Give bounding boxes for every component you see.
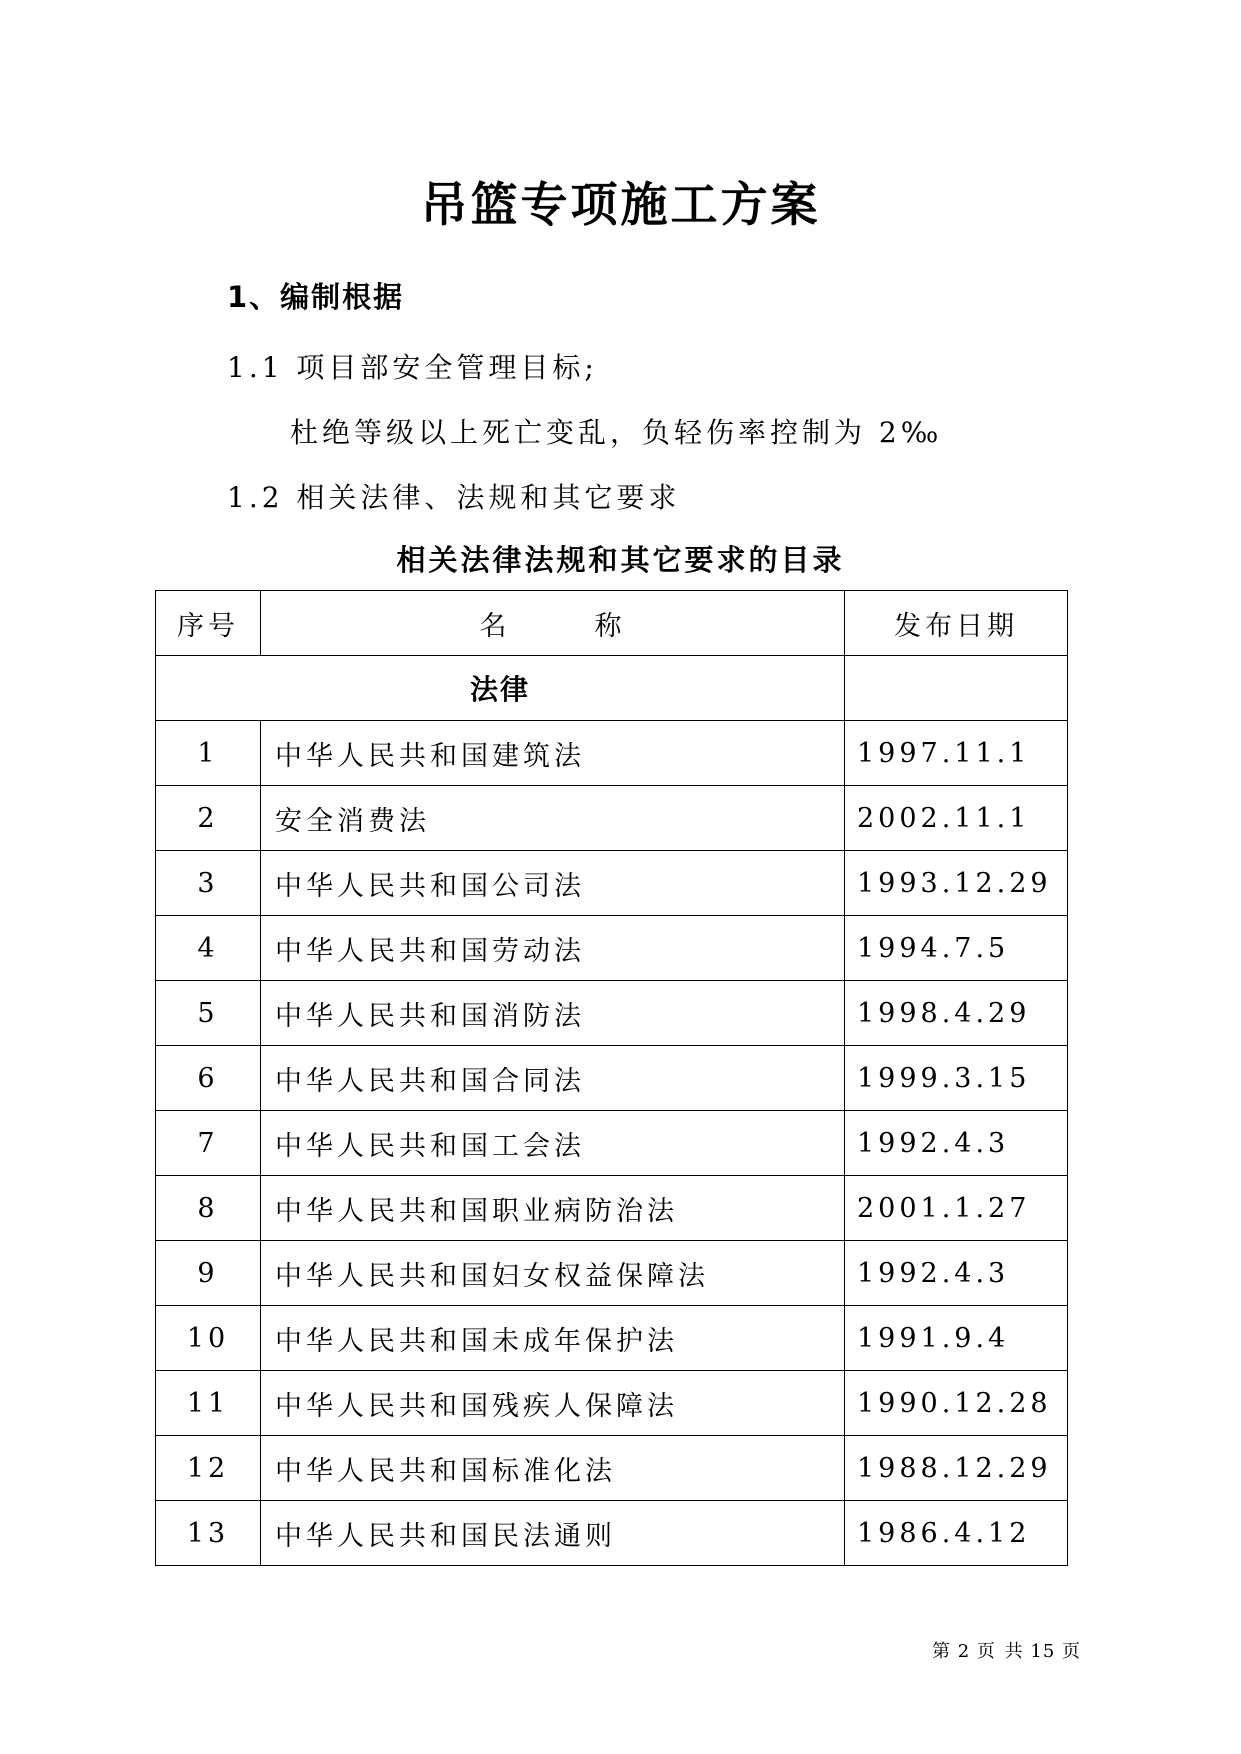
row-name: 安全消费法 (261, 786, 845, 851)
row-no: 8 (156, 1176, 261, 1241)
table-title: 相关法律法规和其它要求的目录 (396, 543, 845, 577)
row-date: 1998.4.29 (845, 981, 1068, 1046)
row-date: 1992.4.3 (845, 1241, 1068, 1306)
table-row (156, 916, 1068, 981)
row-name: 中华人民共和国劳动法 (261, 916, 845, 981)
row-name: 中华人民共和国工会法 (261, 1111, 845, 1176)
row-date: 1997.11.1 (845, 721, 1068, 786)
table-row (156, 1306, 1068, 1371)
table-row (156, 1371, 1068, 1436)
row-no: 7 (156, 1111, 261, 1176)
row-date: 1990.12.28 (845, 1371, 1068, 1436)
table-row (156, 981, 1068, 1046)
row-date: 1992.4.3 (845, 1111, 1068, 1176)
item-1-1: 1.1 项目部安全管理目标; (227, 351, 598, 384)
row-date: 2002.11.1 (845, 786, 1068, 851)
row-name: 中华人民共和国消防法 (261, 981, 845, 1046)
row-no: 9 (156, 1241, 261, 1306)
row-no: 5 (156, 981, 261, 1046)
page-number: 第 2 页 (932, 1641, 996, 1662)
section-heading: 1、编制根据 (227, 280, 405, 314)
row-name: 中华人民共和国职业病防治法 (261, 1176, 845, 1241)
table-header-row (156, 591, 1068, 656)
row-no: 10 (156, 1306, 261, 1371)
row-name: 中华人民共和国民法通则 (261, 1501, 845, 1566)
table-row (156, 1241, 1068, 1306)
category-label: 法律 (156, 656, 845, 721)
row-date: 1991.9.4 (845, 1306, 1068, 1371)
row-name: 中华人民共和国未成年保护法 (261, 1306, 845, 1371)
header-no: 序号 (156, 591, 261, 656)
row-name: 中华人民共和国残疾人保障法 (261, 1371, 845, 1436)
safety-target-text: 杜绝等级以上死亡变乱，负轻伤率控制为 2‰ (290, 416, 943, 449)
header-name-part1: 名 (479, 610, 511, 642)
table-row (156, 1046, 1068, 1111)
laws-table-body (156, 656, 1068, 1566)
row-name: 中华人民共和国建筑法 (261, 721, 845, 786)
category-row (156, 656, 1068, 721)
row-date: 2001.1.27 (845, 1176, 1068, 1241)
laws-table (155, 590, 1068, 1566)
row-date: 1994.7.5 (845, 916, 1068, 981)
row-name: 中华人民共和国妇女权益保障法 (261, 1241, 845, 1306)
row-no: 4 (156, 916, 261, 981)
category-empty-cell (845, 656, 1068, 721)
row-name: 中华人民共和国合同法 (261, 1046, 845, 1111)
row-no: 6 (156, 1046, 261, 1111)
header-name-part2: 称 (594, 610, 626, 642)
row-name: 中华人民共和国标准化法 (261, 1436, 845, 1501)
table-row (156, 1111, 1068, 1176)
row-date: 1993.12.29 (845, 851, 1068, 916)
item-1-2: 1.2 相关法律、法规和其它要求 (227, 481, 681, 514)
table-row (156, 1436, 1068, 1501)
row-no: 2 (156, 786, 261, 851)
row-date: 1988.12.29 (845, 1436, 1068, 1501)
row-no: 12 (156, 1436, 261, 1501)
row-date: 1999.3.15 (845, 1046, 1068, 1111)
table-row (156, 851, 1068, 916)
table-row (156, 1501, 1068, 1566)
row-name: 中华人民共和国公司法 (261, 851, 845, 916)
row-no: 3 (156, 851, 261, 916)
page-total: 共 15 页 (1004, 1641, 1081, 1662)
row-no: 13 (156, 1501, 261, 1566)
page-footer (932, 1637, 1083, 1663)
page-title: 吊篮专项施工方案 (420, 178, 821, 233)
header-name (261, 591, 845, 656)
row-date: 1986.4.12 (845, 1501, 1068, 1566)
table-row (156, 1176, 1068, 1241)
header-date: 发布日期 (845, 591, 1068, 656)
row-no: 1 (156, 721, 261, 786)
row-no: 11 (156, 1371, 261, 1436)
table-row (156, 786, 1068, 851)
table-row (156, 721, 1068, 786)
